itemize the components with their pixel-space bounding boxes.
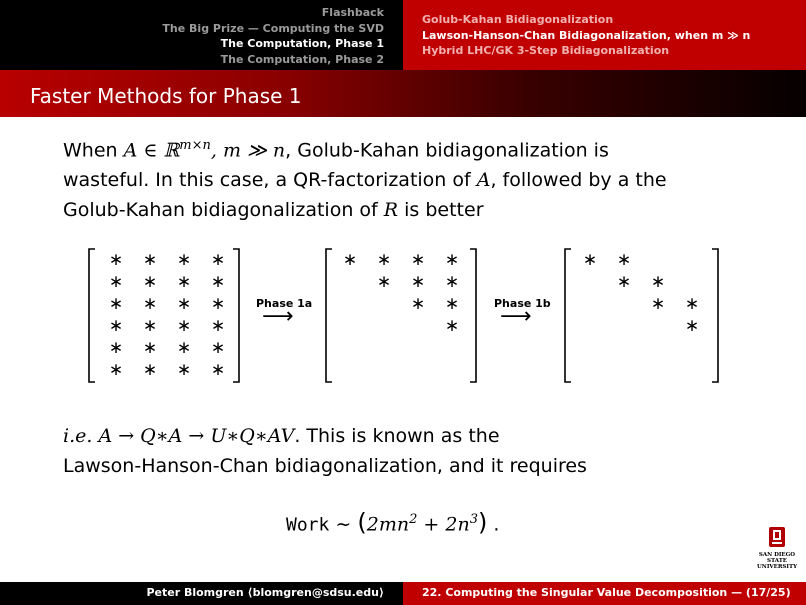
matrix-entry: ∗ — [444, 250, 460, 270]
matrix-entry: ∗ — [444, 272, 460, 292]
nav-link-flashback[interactable]: Flashback — [321, 6, 384, 19]
matrix-entry: ∗ — [582, 250, 598, 270]
lhc-text: Lawson-Hanson-Chan bidiagonalization, and it requires — [63, 455, 587, 477]
sim-symbol: ∼ — [335, 513, 352, 536]
header-left-nav — [0, 0, 403, 70]
matrix-entry: ∗ — [142, 272, 158, 292]
intro-text: Golub-Kahan bidiagonalization of — [63, 199, 384, 222]
phase1b-arrow: ⟶ — [500, 304, 532, 329]
bracket-right-m1 — [233, 249, 239, 382]
logo-line1: SAN DIEGO STATE — [758, 552, 796, 564]
formula-period: . — [493, 513, 500, 536]
matrix-entry: ∗ — [210, 338, 226, 358]
paren-close: ) — [477, 508, 488, 537]
matrix-entry: ∗ — [142, 338, 158, 358]
math-dim-sup: m×n — [179, 138, 211, 153]
bracket-left-m2 — [326, 249, 332, 382]
intro-text: When — [63, 139, 124, 162]
slide-title-bar — [0, 70, 806, 117]
header-right-nav — [403, 0, 806, 70]
term-2n-exp: 3 — [469, 512, 478, 527]
paragraph-lhc — [63, 421, 587, 481]
matrix-entry: ∗ — [108, 272, 124, 292]
math-a: A — [476, 169, 491, 192]
math-a-in-r: A ∈ ℝ — [123, 139, 180, 162]
matrix-entry: ∗ — [108, 316, 124, 336]
footer-topic: 22. Computing the Singular Value Decomposition — (17/25) — [422, 586, 791, 599]
matrix-entry: ∗ — [176, 294, 192, 314]
bracket-right-m2 — [470, 249, 476, 382]
matrix-entry: ∗ — [444, 316, 460, 336]
matrix-entry: ∗ — [376, 272, 392, 292]
intro-text: is better — [398, 199, 484, 222]
logo-emblem-icon — [768, 526, 786, 548]
matrix-entry: ∗ — [342, 250, 358, 270]
matrix-entry: ∗ — [210, 316, 226, 336]
matrix-entry: ∗ — [142, 360, 158, 380]
phase1a-arrow: ⟶ — [262, 304, 294, 329]
matrix-entry: ∗ — [684, 294, 700, 314]
math-m-gg-n: , m ≫ n — [210, 139, 286, 162]
footer-left — [0, 582, 403, 605]
matrix-entry: ∗ — [108, 360, 124, 380]
nav-link-golub-kahan[interactable]: Golub-Kahan Bidiagonalization — [422, 13, 614, 26]
matrix-entry: ∗ — [210, 294, 226, 314]
footer-right — [403, 582, 806, 605]
matrix-entry: ∗ — [410, 272, 426, 292]
nav-link-computation-phase2[interactable]: The Computation, Phase 2 — [220, 53, 384, 67]
matrix-entry: ∗ — [210, 360, 226, 380]
nav-link-computation-phase1[interactable]: The Computation, Phase 1 — [220, 37, 384, 51]
matrix-entry: ∗ — [142, 294, 158, 314]
bracket-left-m1 — [89, 249, 95, 382]
matrix-entry: ∗ — [650, 294, 666, 314]
matrix-entry: ∗ — [650, 272, 666, 292]
matrix-entry: ∗ — [444, 294, 460, 314]
ie-text: i.e. — [63, 425, 93, 447]
matrix-entry: ∗ — [176, 360, 192, 380]
slide-title: Faster Methods for Phase 1 — [30, 84, 302, 108]
nav-link-big-prize[interactable]: The Big Prize — Computing the SVD — [162, 21, 384, 35]
paragraph-intro — [63, 131, 667, 225]
matrix-entry: ∗ — [142, 316, 158, 336]
footer-author: Peter Blomgren ⟨blomgren@sdsu.edu⟩ — [146, 586, 384, 599]
nav-link-hybrid[interactable]: Hybrid LHC/GK 3-Step Bidiagonalization — [422, 44, 670, 58]
term-2mn-exp: 2 — [409, 512, 418, 527]
phase1a-label: Phase 1a — [256, 297, 313, 310]
intro-text: , followed by a the — [490, 169, 667, 192]
intro-text: wasteful. In this case, a QR-factorization of — [63, 169, 477, 192]
logo-line2: UNIVERSITY — [757, 564, 797, 570]
term-2mn: 2mn — [366, 513, 410, 536]
bracket-left-m3 — [565, 249, 571, 382]
matrix-entry: ∗ — [410, 294, 426, 314]
work-keyword: Work — [286, 514, 330, 536]
matrix-entry: ∗ — [210, 272, 226, 292]
matrix-entry: ∗ — [108, 294, 124, 314]
matrix-entry: ∗ — [684, 316, 700, 336]
phase1b-label: Phase 1b — [494, 297, 551, 310]
math-r: R — [383, 199, 399, 222]
matrix-entry: ∗ — [210, 250, 226, 270]
university-logo — [752, 526, 802, 570]
lhc-text: . This is known as the — [294, 425, 500, 447]
matrix-entry: ∗ — [176, 316, 192, 336]
math-transform-chain: A → Q∗A → U∗Q∗AV — [98, 425, 295, 447]
matrix-entry: ∗ — [176, 250, 192, 270]
work-formula — [286, 505, 499, 540]
intro-text: , Golub-Kahan bidiagonalization is — [285, 139, 609, 162]
matrix-entry: ∗ — [376, 250, 392, 270]
matrix-entry: ∗ — [108, 250, 124, 270]
matrix-entry: ∗ — [410, 250, 426, 270]
matrix-entry: ∗ — [108, 338, 124, 358]
matrix-entry: ∗ — [616, 250, 632, 270]
matrix-entry: ∗ — [142, 250, 158, 270]
nav-link-lhc[interactable]: Lawson-Hanson-Chan Bidiagonalization, when m ≫ n — [422, 28, 751, 42]
bracket-right-m3 — [712, 249, 718, 382]
paren-open: ( — [357, 508, 367, 537]
term-2n: + 2n — [417, 513, 470, 536]
matrix-entry: ∗ — [176, 272, 192, 292]
matrix-entry: ∗ — [616, 272, 632, 292]
matrix-entry: ∗ — [176, 338, 192, 358]
